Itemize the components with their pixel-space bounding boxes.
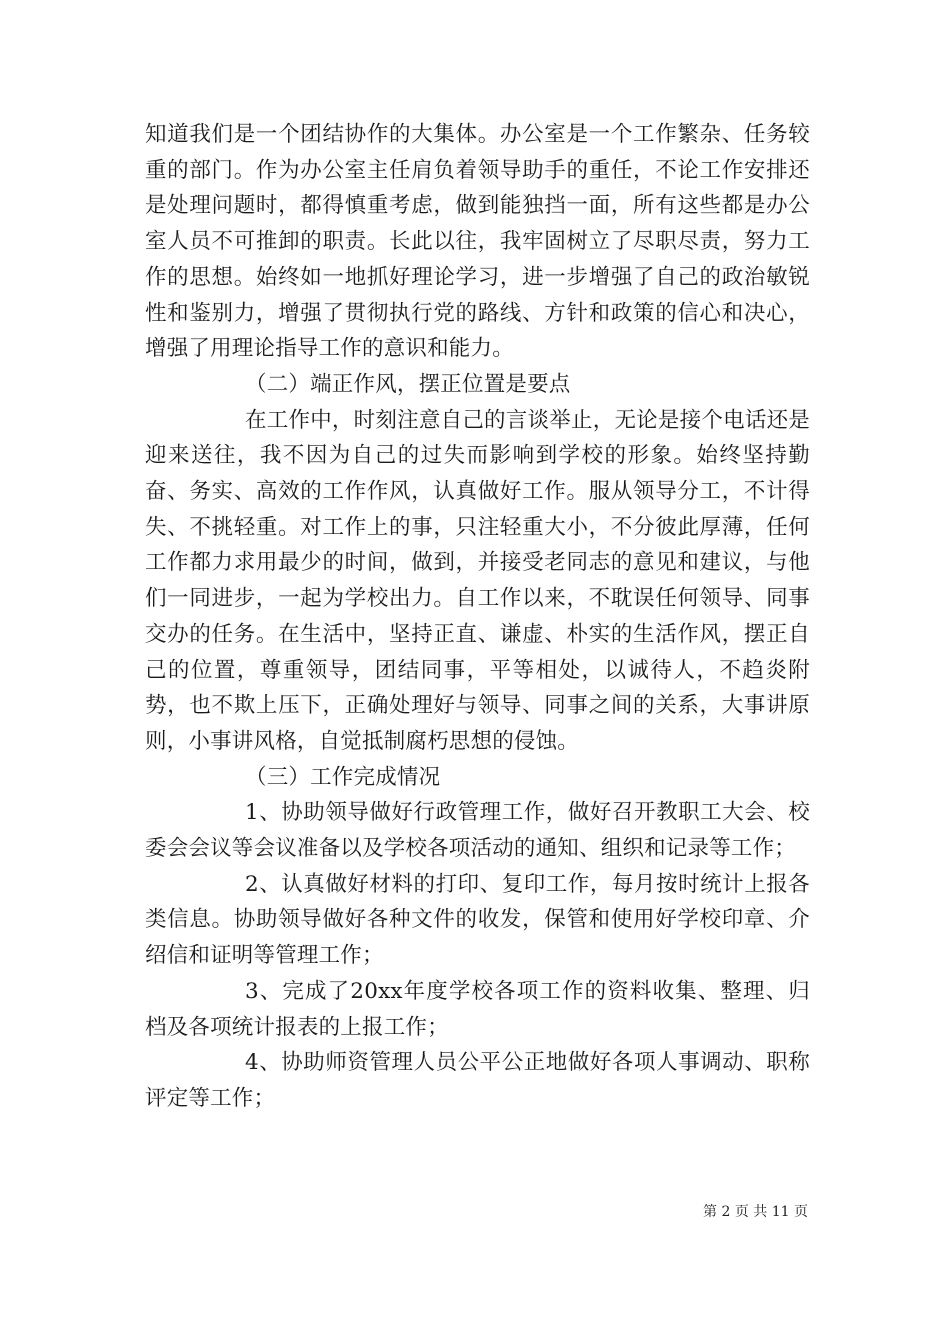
section-heading-3: （三）工作完成情况 xyxy=(245,764,441,790)
page-number-footer: 第 2 页 共 11 页 xyxy=(703,1204,808,1220)
list-item: 3、完成了20xx年度学校各项工作的资料收集、整理、归档及各项统计报表的上报工作； xyxy=(145,978,810,1040)
body-paragraph: 在工作中，时刻注意自己的言谈举止，无论是接个电话还是迎来送往，我不因为自己的过失而影响到学校的形象。始终坚持勤奋、务实、高效的工作作风，认真做好工作。服从领导分工，不计得失、不挑轻重。对工作上的事，只注轻重大小，不分彼此厚薄，任何工作都力求用最少的时间，做到，并接受老同志的意见和建议，与他们一同进步，一起为学校出力。自工作以来，不耽误任何领导、同事交办的任务。在生活中，坚持正直、谦虚、朴实的生活作风，摆正自己的位置，尊重领导，团结同事，平等相处，以诚待人，不趋炎附势，也不欺上压下，正确处理好与领导、同事之间的关系，大事讲原则，小事讲风格，自觉抵制腐朽思想的侵蚀。 xyxy=(145,407,810,754)
section-heading-2: （二）端正作风，摆正位置是要点 xyxy=(245,371,571,397)
document-body xyxy=(145,117,810,1117)
list-item: 1、协助领导做好行政管理工作，做好召开教职工大会、校委会会议等会议准备以及学校各项活动的通知、组织和记录等工作； xyxy=(145,800,810,862)
list-item: 4、协助师资管理人员公平公正地做好各项人事调动、职称评定等工作； xyxy=(145,1050,810,1111)
body-paragraph: 知道我们是一个团结协作的大集体。办公室是一个工作繁杂、任务较重的部门。作为办公室主任肩负着领导助手的重任，不论工作安排还是处理问题时，都得慎重考虑，做到能独挡一面，所有这些都是办公室人员不可推卸的职责。长此以往，我牢固树立了尽职尽责，努力工作的思想。始终如一地抓好理论学习，进一步增强了自己的政治敏锐性和鉴别力，增强了贯彻执行党的路线、方针和政策的信心和决心，增强了用理论指导工作的意识和能力。 xyxy=(145,122,810,362)
list-item: 2、认真做好材料的打印、复印工作，每月按时统计上报各类信息。协助领导做好各种文件的收发，保管和使用好学校印章、介绍信和证明等管理工作； xyxy=(145,871,810,969)
